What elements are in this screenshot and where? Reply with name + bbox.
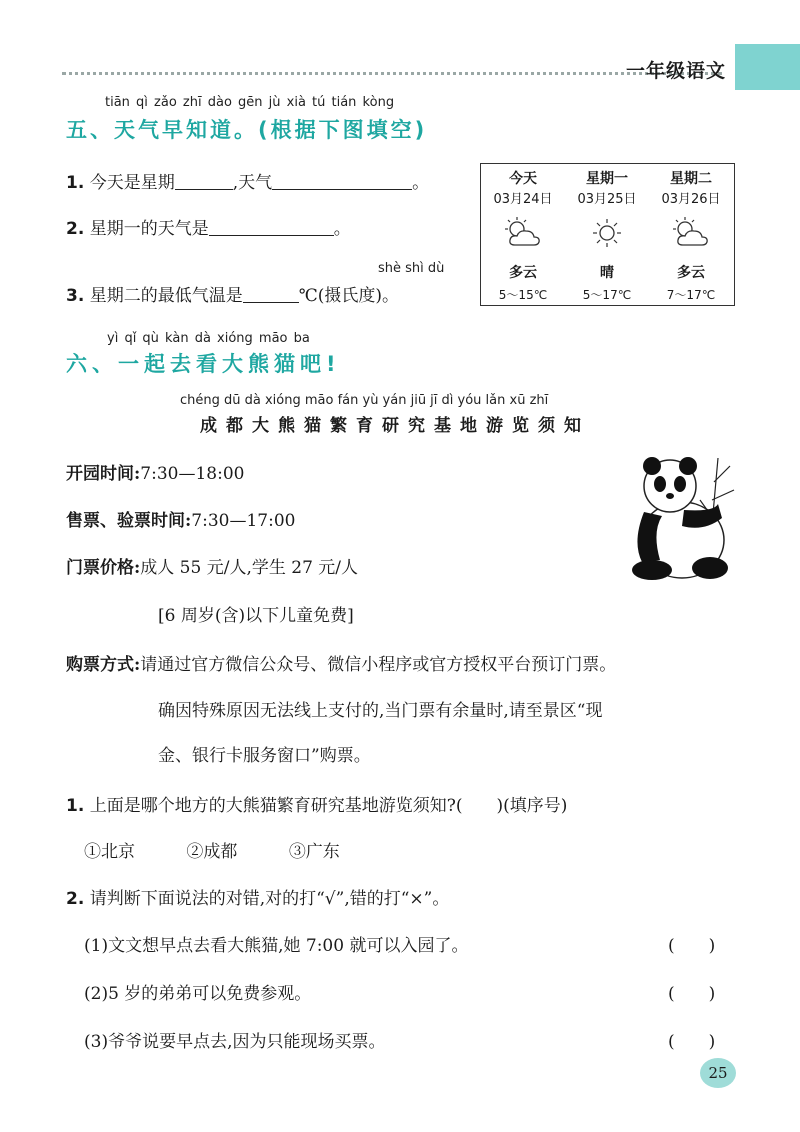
option-beijing[interactable]: ①北京	[84, 842, 135, 862]
judge-answer-1[interactable]: ( )	[668, 936, 716, 956]
notice-title: 成都大熊猫繁育研究基地游览须知	[200, 416, 590, 436]
purchase-method-line2: 确因特殊原因无法线上支付的,当门票有余量时,请至景区“现	[158, 701, 603, 721]
partly-cloudy-icon	[671, 216, 711, 250]
question-6-2-text: 请判断下面说法的对错,对的打“√”,错的打“×”。	[89, 889, 450, 909]
purchase-method-line3: 金、银行卡服务窗口”购票。	[158, 746, 371, 766]
weather-forecast-table	[480, 163, 735, 306]
question-5-2: 2. 星期一的天气是 。	[66, 219, 351, 239]
weather-date: 03月25日	[577, 192, 637, 207]
weather-temp-range: 5～17℃	[582, 288, 632, 302]
weather-condition: 晴	[600, 265, 614, 281]
section5-pinyin: tiān qì zǎo zhī dào gēn jù xià tú tián kòng	[105, 95, 395, 110]
question-6-2: 2. 请判断下面说法的对错,对的打“√”,错的打“×”。	[66, 889, 450, 909]
grade-label: 一年级语文	[626, 60, 727, 82]
weather-date: 03月24日	[493, 192, 553, 207]
weather-day-label: 今天	[509, 171, 537, 187]
weather-date: 03月26日	[661, 192, 721, 207]
header-tab-decoration	[735, 44, 800, 90]
question-5-3: 3. 星期二的最低气温是 ℃(摄氏度)。	[66, 286, 399, 306]
panda-illustration	[622, 452, 742, 584]
q3-pinyin: shè shì dù	[378, 261, 445, 276]
answer-blank-min-temp[interactable]	[243, 286, 299, 303]
question-6-1-text: 上面是哪个地方的大熊猫繁育研究基地游览须知?( )(填序号)	[89, 796, 568, 816]
option-chengdu[interactable]: ②成都	[186, 842, 238, 862]
weather-condition: 多云	[509, 265, 537, 281]
purchase-method: 购票方式:请通过官方微信公众号、微信小程序或官方授权平台预订门票。	[66, 655, 617, 675]
judge-item-3: (3)爷爷说要早点去,因为只能现场买票。	[84, 1032, 386, 1052]
section5-title: 五、天气早知道。(根据下图填空)	[66, 118, 428, 142]
judge-answer-2[interactable]: ( )	[668, 984, 716, 1004]
weather-condition: 多云	[677, 265, 705, 281]
answer-blank-monday-weather[interactable]	[209, 219, 334, 236]
ticket-price: 门票价格:成人 55 元/人,学生 27 元/人	[66, 558, 359, 578]
judge-item-2: (2)5 岁的弟弟可以免费参观。	[84, 984, 312, 1004]
question-6-1-options	[84, 837, 340, 862]
weather-day-label: 星期一	[586, 171, 628, 187]
section6-pinyin: yì qǐ qù kàn dà xióng māo ba	[107, 331, 310, 346]
notice-pinyin: chéng dū dà xióng māo fán yù yán jiū jī dì yóu lǎn xū zhī	[180, 393, 549, 408]
question-5-1: 1. 今天是星期 ,天气 。	[66, 173, 430, 193]
answer-blank-weekday[interactable]	[175, 173, 233, 190]
weather-day-today	[481, 164, 565, 305]
weather-day-tuesday	[649, 164, 733, 305]
page-number: 25	[700, 1058, 736, 1088]
weather-temp-range: 7～17℃	[666, 288, 716, 302]
answer-blank-weather[interactable]	[272, 173, 412, 190]
ticket-hours: 售票、验票时间:7:30—17:00	[66, 511, 296, 531]
header-dotted-rule	[62, 72, 722, 75]
weather-day-label: 星期二	[670, 171, 712, 187]
free-note: [6 周岁(含)以下儿童免费]	[158, 606, 354, 626]
weather-day-monday	[565, 164, 649, 305]
sunny-icon	[587, 216, 627, 250]
judge-item-1: (1)文文想早点去看大熊猫,她 7:00 就可以入园了。	[84, 936, 469, 956]
section6-title: 六、一起去看大熊猫吧!	[66, 352, 341, 376]
partly-cloudy-icon	[503, 216, 543, 250]
opening-hours: 开园时间:7:30—18:00	[66, 464, 245, 484]
option-guangdong[interactable]: ③广东	[288, 842, 340, 862]
question-6-1: 1. 上面是哪个地方的大熊猫繁育研究基地游览须知?( )(填序号)	[66, 796, 568, 816]
weather-temp-range: 5～15℃	[498, 288, 548, 302]
judge-answer-3[interactable]: ( )	[668, 1032, 716, 1052]
